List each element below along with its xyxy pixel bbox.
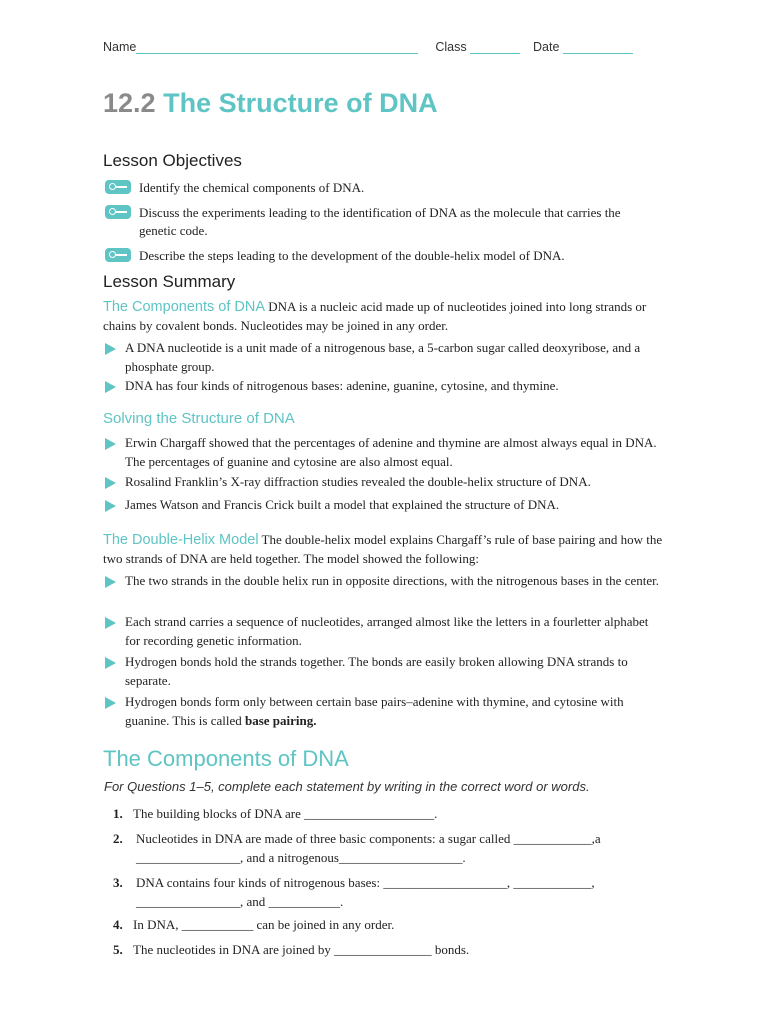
question-text[interactable]: Nucleotides in DNA are made of three basic components: a sugar called ____________,a ________________, and a nitrogenous___________________. — [136, 831, 601, 865]
double-helix-text: The double-helix model explains Chargaff’s rule of base pairing and how the two strands of DNA are held together. The model showed the following: — [103, 532, 663, 566]
question-text[interactable]: In DNA, ___________ can be joined in any order. — [133, 917, 395, 932]
arrow-bullet-icon — [105, 381, 116, 393]
objective-text: Identify the chemical components of DNA. — [139, 180, 365, 195]
class-field[interactable] — [470, 41, 520, 54]
key-icon — [105, 180, 131, 194]
base-pairing-term: base pairing. — [244, 712, 317, 728]
arrow-bullet-icon — [105, 617, 116, 629]
question-text[interactable]: The building blocks of DNA are ____________________. — [133, 806, 438, 821]
bullet-text: DNA has four kinds of nitrogenous bases: adenine, guanine, cytosine, and thymine. — [125, 378, 559, 393]
date-field[interactable] — [563, 41, 633, 54]
bullet-text: Hydrogen bonds hold the strands together. The bonds are easily broken allowing DNA strands to separate. — [125, 654, 628, 688]
name-label: Name — [103, 40, 137, 54]
question-number: 4. — [113, 917, 123, 932]
solving-heading: Solving the Structure of DNA — [103, 410, 295, 427]
summary-heading: Lesson Summary — [103, 272, 236, 291]
key-icon — [105, 205, 131, 219]
arrow-bullet-icon — [105, 657, 116, 669]
bullet-text: James Watson and Francis Crick built a model that explained the structure of DNA. — [125, 497, 560, 512]
class-label: Class — [435, 40, 467, 54]
question-number: 1. — [113, 806, 123, 821]
objectives-heading: Lesson Objectives — [103, 151, 242, 170]
double-helix-lead: The Double-Helix Model — [103, 532, 259, 548]
question-text[interactable]: DNA contains four kinds of nitrogenous bases: ___________________, ____________, ________________, and ___________. — [136, 875, 595, 909]
bullet-text: Each strand carries a sequence of nucleotides, arranged almost like the letters in a fourletter alphabet for recording genetic information. — [125, 614, 649, 648]
section-title: The Structure of DNA — [163, 88, 438, 118]
bullet-text: Rosalind Franklin’s X-ray diffraction studies revealed the double-helix structure of DNA. — [125, 474, 591, 489]
bullet-text: Erwin Chargaff showed that the percentages of adenine and thymine are almost always equal in DNA. The percentages of guanine and cytosine are also almost equal. — [125, 435, 657, 469]
section-number: 12.2 — [103, 88, 156, 118]
instructions: For Questions 1–5, complete each statement by writing in the correct word or words. — [104, 779, 590, 794]
bullet-text-plain: Hydrogen bonds form only between certain base pairs–adenine with thymine, and cytosine with guanine. This is called — [125, 694, 624, 728]
question-number: 2. — [113, 831, 123, 846]
components-section-heading: The Components of DNA — [103, 746, 349, 771]
worksheet-header — [103, 40, 663, 54]
objective-text: Discuss the experiments leading to the identification of DNA as the molecule that carries the genetic code. — [139, 205, 621, 238]
objective-text: Describe the steps leading to the development of the double-helix model of DNA. — [139, 248, 565, 263]
components-paragraph — [103, 298, 663, 335]
bullet-text: The two strands in the double helix run in opposite directions, with the nitrogenous bases in the center. — [125, 573, 659, 588]
question-number: 3. — [113, 875, 123, 890]
question-number: 5. — [113, 942, 123, 957]
arrow-bullet-icon — [105, 477, 116, 489]
double-helix-paragraph — [103, 531, 663, 568]
question-text[interactable]: The nucleotides in DNA are joined by _______________ bonds. — [133, 942, 470, 957]
page-title — [103, 88, 438, 119]
arrow-bullet-icon — [105, 500, 116, 512]
arrow-bullet-icon — [105, 697, 116, 709]
arrow-bullet-icon — [105, 576, 116, 588]
arrow-bullet-icon — [105, 438, 116, 450]
bullet-text: A DNA nucleotide is a unit made of a nitrogenous base, a 5-carbon sugar called deoxyribose, and a phosphate group. — [125, 340, 641, 374]
date-label: Date — [533, 40, 560, 54]
key-icon — [105, 248, 131, 262]
bullet-text — [125, 693, 665, 730]
arrow-bullet-icon — [105, 343, 116, 355]
components-lead: The Components of DNA — [103, 299, 265, 315]
name-field[interactable] — [136, 41, 418, 54]
components-text: DNA is a nucleic acid made up of nucleotides joined into long strands or chains by covalent bonds. Nucleotides may be joined in any order. — [103, 299, 647, 333]
